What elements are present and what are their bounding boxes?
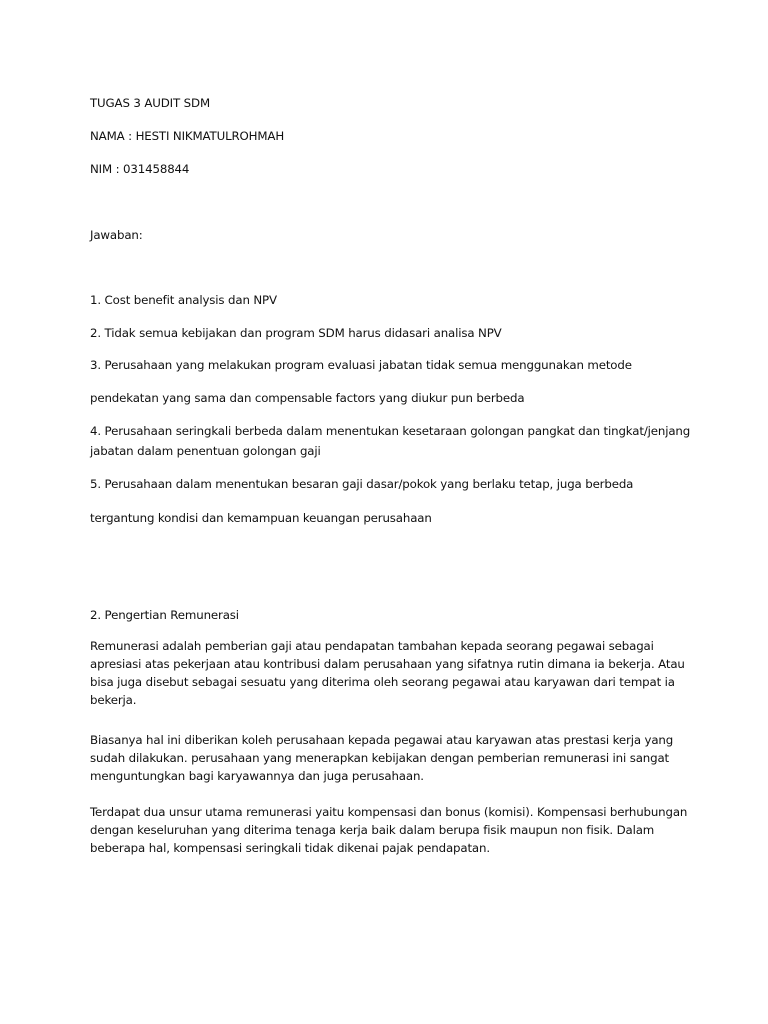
paragraph-1-line: bekerja. bbox=[90, 693, 137, 707]
paragraph-3-line: beberapa hal, kompensasi seringkali tidak dikenai pajak pendapatan. bbox=[90, 841, 490, 855]
paragraph-1 bbox=[90, 637, 690, 709]
answer-4-line-2: jabatan dalam penentuan golongan gaji bbox=[90, 444, 321, 458]
section-2-heading: 2. Pengertian Remunerasi bbox=[90, 608, 239, 622]
paragraph-1-line: apresiasi atas pekerjaan atau kontribusi dalam perusahaan yang sifatnya rutin dimana ia bekerja. Atau bbox=[90, 657, 685, 671]
answer-2: 2. Tidak semua kebijakan dan program SDM harus didasari analisa NPV bbox=[90, 326, 502, 340]
paragraph-2-line: sudah dilakukan. perusahaan yang menerapkan kebijakan dengan pemberian remunerasi ini sangat bbox=[90, 751, 670, 765]
paragraph-3 bbox=[90, 803, 690, 857]
paragraph-2-line: menguntungkan bagi karyawannya dan juga perusahaan. bbox=[90, 769, 424, 783]
answer-3-line-1: 3. Perusahaan yang melakukan program evaluasi jabatan tidak semua menggunakan metode bbox=[90, 358, 632, 372]
answer-label: Jawaban: bbox=[90, 228, 143, 242]
paragraph-3-line: Terdapat dua unsur utama remunerasi yaitu kompensasi dan bonus (komisi). Kompensasi berhubungan bbox=[90, 805, 688, 819]
paragraph-1-line: Remunerasi adalah pemberian gaji atau pendapatan tambahan kepada seorang pegawai sebagai bbox=[90, 639, 654, 653]
student-name: NAMA : HESTI NIKMATULROHMAH bbox=[90, 129, 285, 143]
student-nim: NIM : 031458844 bbox=[90, 162, 190, 176]
answer-5-line-1: 5. Perusahaan dalam menentukan besaran gaji dasar/pokok yang berlaku tetap, juga berbeda bbox=[90, 477, 634, 491]
paragraph-1-line: bisa juga disebut sebagai sesuatu yang diterima oleh seorang pegawai atau karyawan dari tempat ia bbox=[90, 675, 675, 689]
paragraph-2 bbox=[90, 731, 690, 785]
document-title: TUGAS 3 AUDIT SDM bbox=[90, 96, 210, 110]
answer-4-line-1: 4. Perusahaan seringkali berbeda dalam menentukan kesetaraan golongan pangkat dan tingkat/jenjang bbox=[90, 424, 691, 438]
answer-5-line-2: tergantung kondisi dan kemampuan keuangan perusahaan bbox=[90, 511, 432, 525]
paragraph-2-line: Biasanya hal ini diberikan koleh perusahaan kepada pegawai atau karyawan atas prestasi kerja yang bbox=[90, 733, 674, 747]
answer-1: 1. Cost benefit analysis dan NPV bbox=[90, 293, 277, 307]
answer-3-line-2: pendekatan yang sama dan compensable factors yang diukur pun berbeda bbox=[90, 391, 525, 405]
paragraph-3-line: dengan keseluruhan yang diterima tenaga kerja baik dalam berupa fisik maupun non fisik. Dalam bbox=[90, 823, 655, 837]
